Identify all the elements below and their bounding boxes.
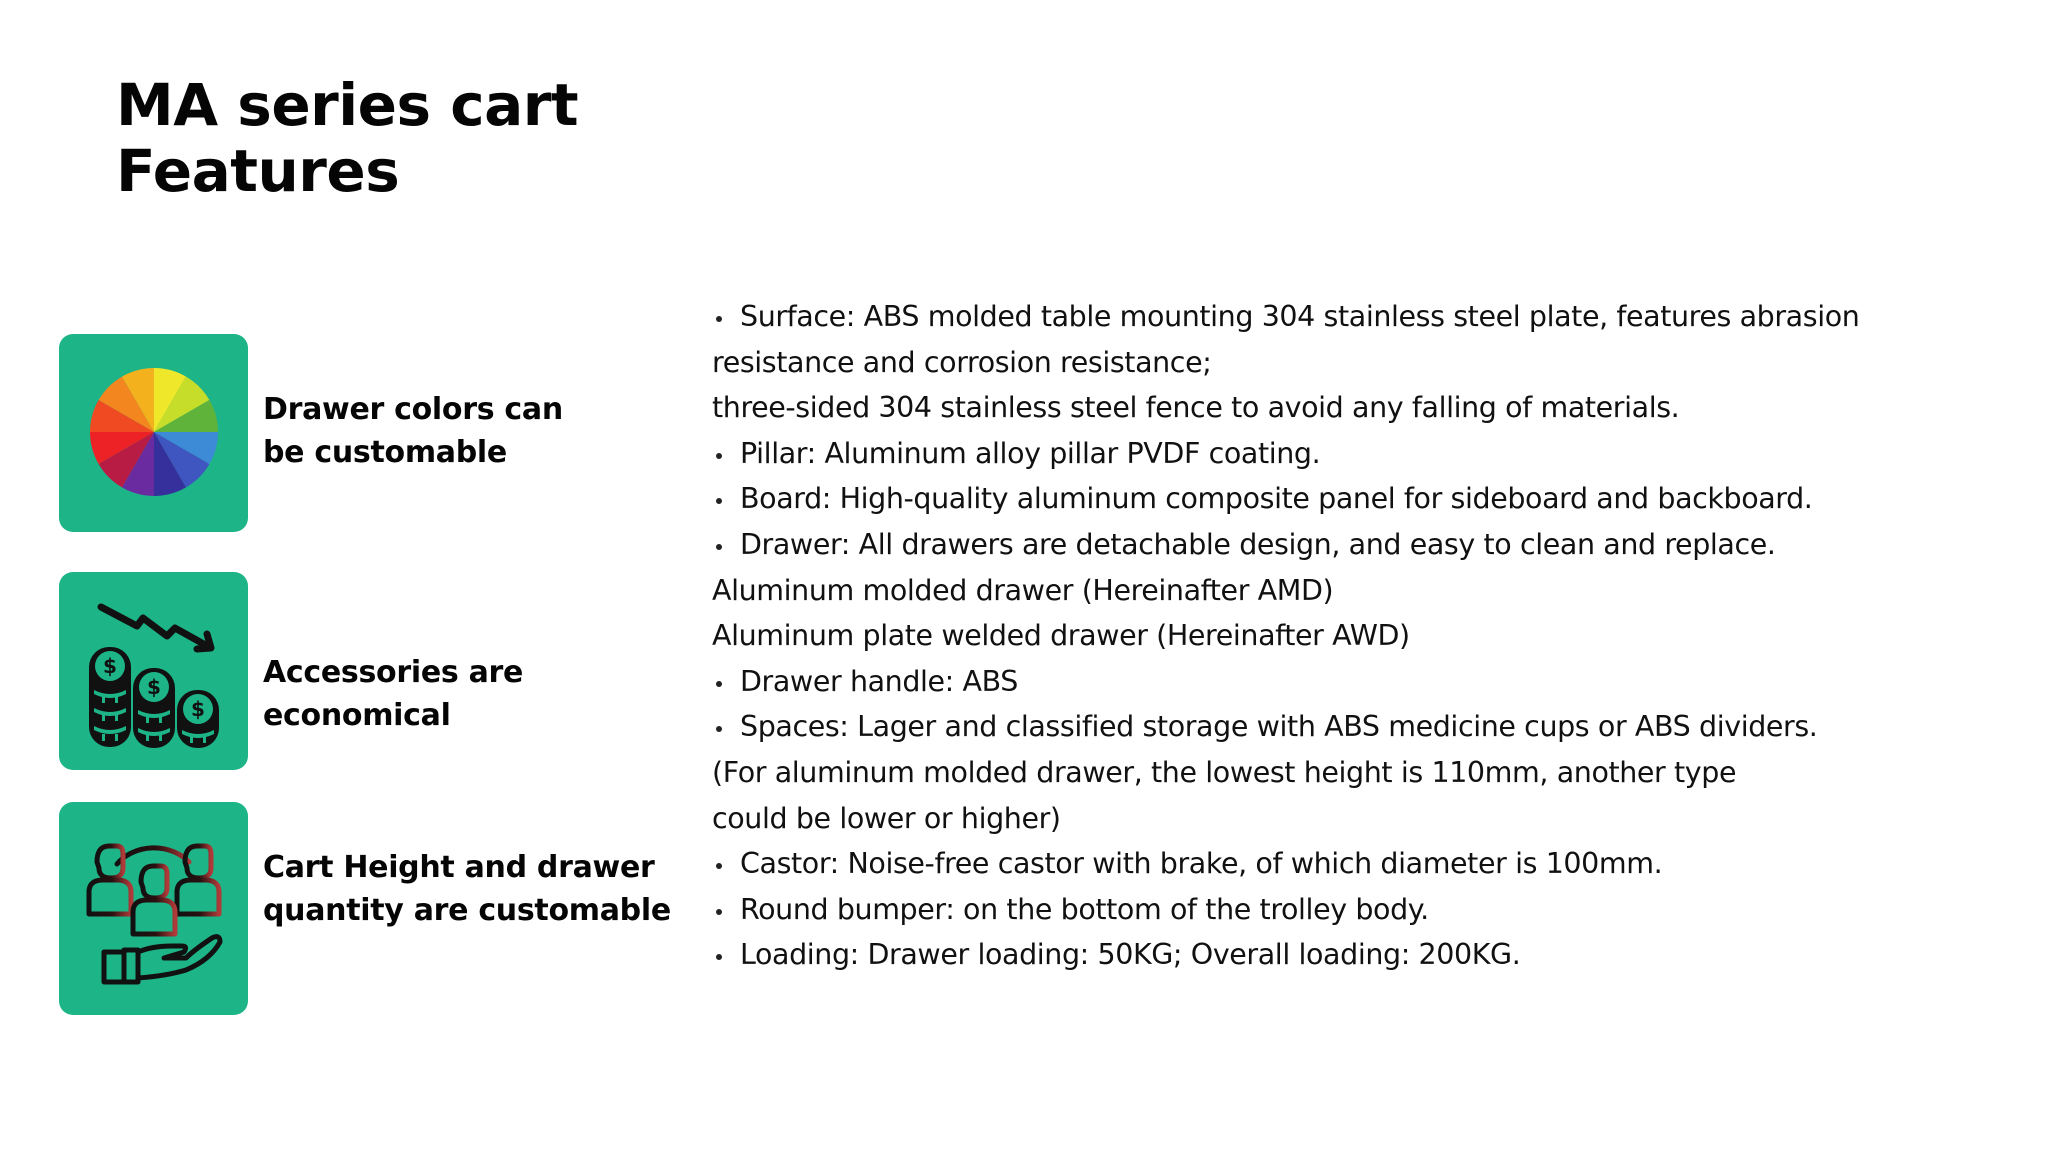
feature-tile-colors: [59, 334, 248, 532]
feature-label-customizable: Cart Height and drawer quantity are customable: [263, 850, 671, 928]
spec-drawer-handle: Drawer handle: ABS: [712, 659, 2012, 705]
feature-label-colors: Drawer colors can be customable: [263, 392, 563, 470]
spec-drawer: Drawer: All drawers are detachable design, and easy to clean and replace.: [712, 522, 2012, 568]
spec-spaces-cont-2: could be lower or higher): [712, 801, 1061, 835]
feature-label-economical: Accessories are economical: [263, 655, 524, 733]
people-hand-icon: [59, 802, 248, 1015]
spec-bumper: Round bumper: on the bottom of the trolley body.: [712, 887, 2012, 933]
spec-spaces: Spaces: Lager and classified storage with ABS medicine cups or ABS dividers.: [712, 704, 2012, 750]
feature-tile-customizable: [59, 802, 248, 1015]
spec-board: Board: High-quality aluminum composite panel for sideboard and backboard.: [712, 476, 2012, 522]
coins-price-down-icon: [59, 572, 248, 770]
spec-surface-cont-1: resistance and corrosion resistance;: [712, 345, 1212, 379]
svg-text:$: $: [103, 654, 117, 678]
color-wheel-icon: [59, 334, 248, 532]
spec-surface-cont-2: three-sided 304 stainless steel fence to avoid any falling of materials.: [712, 391, 1680, 425]
svg-text:$: $: [191, 697, 205, 721]
spec-drawer-awd: Aluminum plate welded drawer (Hereinafter AWD): [712, 619, 1410, 653]
specs-list: [712, 294, 2012, 978]
page-title: [116, 72, 578, 204]
page-title-line-1: MA series cart: [116, 71, 579, 139]
spec-spaces-cont-1: (For aluminum molded drawer, the lowest height is 110mm, another type: [712, 755, 1737, 789]
spec-drawer-amd: Aluminum molded drawer (Hereinafter AMD): [712, 573, 1334, 607]
svg-text:$: $: [147, 675, 161, 699]
spec-castor: Castor: Noise-free castor with brake, of which diameter is 100mm.: [712, 841, 2012, 887]
spec-pillar: Pillar: Aluminum alloy pillar PVDF coating.: [712, 431, 2012, 477]
page-title-line-2: Features: [116, 137, 400, 205]
spec-surface: Surface: ABS molded table mounting 304 stainless steel plate, features abrasion: [712, 294, 2012, 340]
spec-loading: Loading: Drawer loading: 50KG; Overall loading: 200KG.: [712, 932, 2012, 978]
feature-tile-economical: [59, 572, 248, 770]
